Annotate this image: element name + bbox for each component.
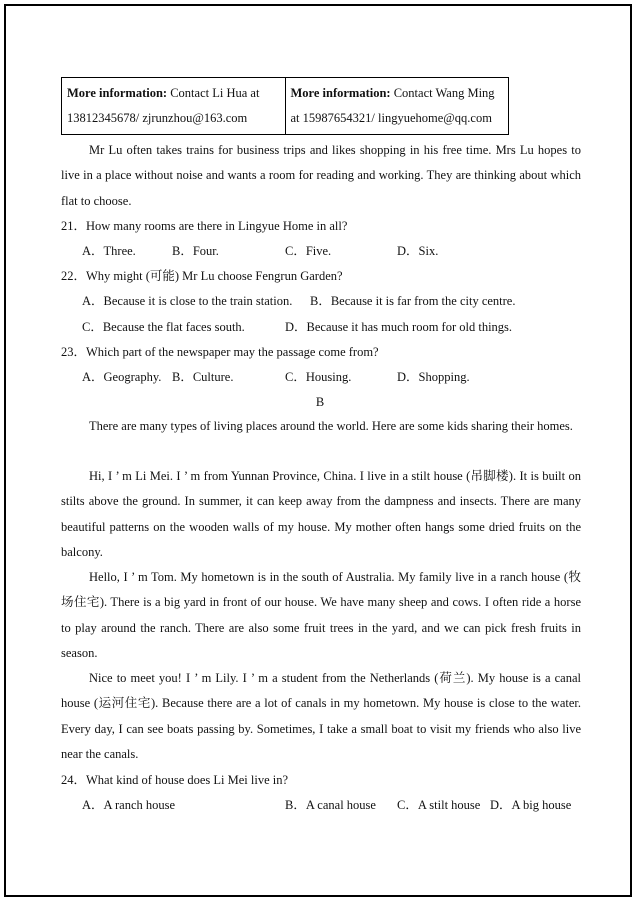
q23-option-b: B．Culture. xyxy=(172,370,234,384)
q21-option-c: C．Five. xyxy=(285,244,332,258)
contact-cell-li-hua: More information: Contact Li Hua at 13812345678/ zjrunzhou@163.com xyxy=(62,78,286,135)
q24-option-a: A．A ranch house xyxy=(82,798,176,812)
passage-b-lily: Nice to meet you! I ’ m Lily. I ’ m a student from the Netherlands (荷兰). My house is a canal house (运河住宅). Because there are a lot of canals in my hometown. My house is close to the water. Every day, I can see boats passing by. Sometimes, I take a small boat to visit my friends who also live near the canals. xyxy=(61,671,581,762)
question-24: 24．What kind of house does Li Mei live in? xyxy=(61,773,289,787)
passage-b-tom: Hello, I ’ m Tom. My hometown is in the south of Australia. My family live in a ranch house (牧场住宅). There is a big yard in front of our house. We have many sheep and cows. I often ride a horse to play around the ranch. There are also some fruit trees in the yard, and we can pick fresh fruits in season. xyxy=(61,570,581,661)
q22-option-d: D．Because it has much room for old things. xyxy=(285,320,513,334)
q23-option-c: C．Housing. xyxy=(285,370,352,384)
q24-option-c: C．A stilt house xyxy=(397,798,481,812)
passage-b-intro: There are many types of living places around the world. Here are some kids sharing their homes. xyxy=(89,419,573,433)
contact-info-table xyxy=(61,77,509,135)
q21-option-d: D．Six. xyxy=(397,244,439,258)
q21-option-a: A．Three. xyxy=(82,244,136,258)
passage-a-summary: Mr Lu often takes trains for business trips and likes shopping in his free time. Mrs Lu hopes to live in a place without noise and wants a room for reading and working. They are thinking about which flat to choose. xyxy=(61,143,581,208)
q23-option-d: D．Shopping. xyxy=(397,370,470,384)
passage-b-li-mei: Hi, I ’ m Li Mei. I ’ m from Yunnan Province, China. I live in a stilt house (吊脚楼). It is built on stilts above the ground. In summer, it can keep away from the dampness and insects. There are many beautiful patterns on the wooden walls of my house. My mother often hangs some dried fruits on the balcony. xyxy=(61,469,581,560)
question-23: 23．Which part of the newspaper may the passage come from? xyxy=(61,345,379,359)
question-21: 21．How many rooms are there in Lingyue Home in all? xyxy=(61,219,348,233)
question-22: 22．Why might (可能) Mr Lu choose Fengrun Garden? xyxy=(61,269,343,283)
q22-option-a: A．Because it is close to the train station. xyxy=(82,294,293,308)
q21-option-b: B．Four. xyxy=(172,244,219,258)
section-b-heading: B xyxy=(315,395,325,409)
contact-cell-wang-ming: More information: Contact Wang Ming at 15987654321/ lingyuehome@qq.com xyxy=(285,78,509,135)
q23-option-a: A．Geography. xyxy=(82,370,162,384)
q22-option-b: B．Because it is far from the city centre. xyxy=(310,294,516,308)
q22-option-c: C．Because the flat faces south. xyxy=(82,320,245,334)
q24-option-d: D．A big house xyxy=(490,798,572,812)
q24-option-b: B．A canal house xyxy=(285,798,376,812)
